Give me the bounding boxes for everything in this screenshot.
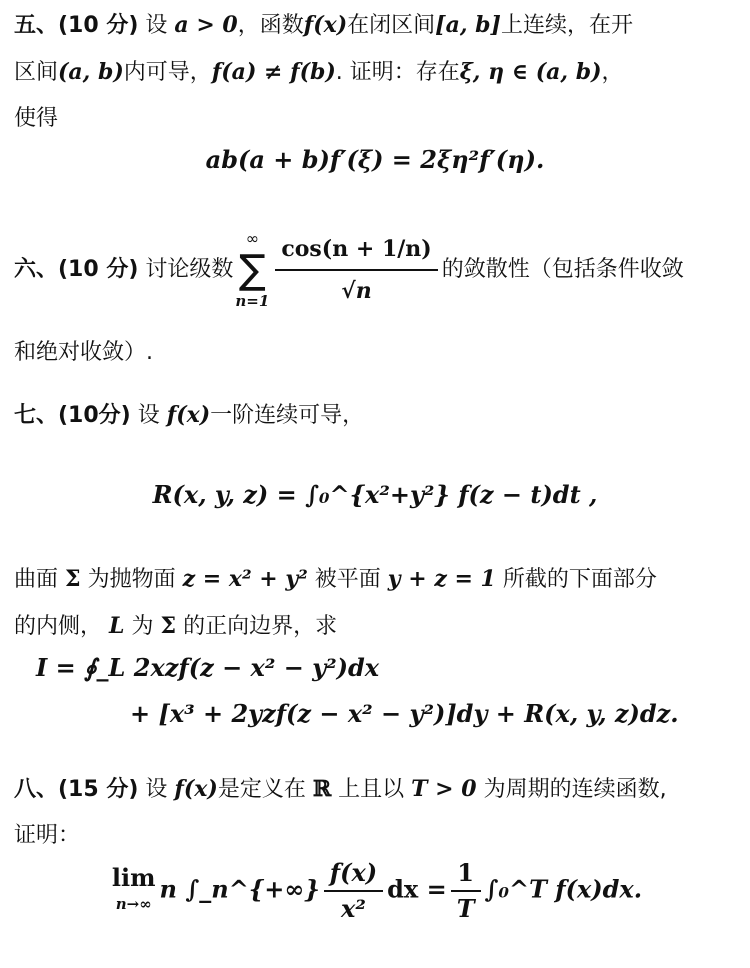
- p5-text: . 证明：存在: [335, 60, 460, 85]
- lim-subscript: n→∞: [115, 895, 152, 913]
- frac-den: x²: [324, 890, 383, 926]
- p7-text: 的正向边界，求: [183, 614, 338, 639]
- p5-text: 区间: [14, 60, 59, 85]
- problem-8-heading: 八、(15 分): [14, 777, 139, 802]
- I-equation-line2: + [x³ + 2yzf(z − x² − y²)]dy + R(x, y, z)dz.: [130, 699, 679, 728]
- problem-5: [14, 2, 740, 142]
- p7-text: 被平面: [314, 567, 381, 592]
- p8-math: ℝ: [312, 776, 332, 802]
- p8-math: f(x): [174, 776, 218, 802]
- p8-text: 为周期的连续函数,: [483, 777, 667, 802]
- p6-text: 的敛散性（包括条件收敛: [441, 257, 684, 282]
- p7-text: 所截的下面部分: [502, 567, 657, 592]
- p5-text: 使得: [14, 106, 59, 131]
- series-numerator: cos(n + 1/n): [281, 236, 432, 262]
- integral-1: n ∫_n^{+∞}: [159, 874, 320, 904]
- p5-text: 上连续，在开: [500, 13, 633, 38]
- p5-text: ，函数: [237, 13, 304, 38]
- p7-text: 曲面: [14, 567, 59, 592]
- frac-num: 1: [457, 858, 474, 887]
- fx-over-x2: [324, 856, 383, 926]
- p8-text: 是定义在: [217, 777, 306, 802]
- problem-6: [14, 210, 740, 330]
- p5-math: f(x): [303, 12, 348, 38]
- problem-7: [14, 392, 740, 439]
- sum-operator: [235, 228, 269, 312]
- problem-7-heading: 七、(10分): [14, 403, 131, 428]
- p7-math: y + z = 1: [387, 566, 496, 592]
- p7-text: 的内侧，: [14, 614, 103, 639]
- p5-text: ，: [601, 60, 624, 85]
- p5-text: 在闭区间: [347, 13, 436, 38]
- p8-text: 设: [145, 777, 168, 802]
- dx-equals: dx =: [387, 874, 447, 904]
- p7-text: 为抛物面: [87, 567, 176, 592]
- series-fraction: [275, 229, 437, 311]
- sum-upper: ∞: [245, 229, 260, 248]
- p7-text: 一阶连续可导，: [210, 403, 365, 428]
- p7-math: f(x): [166, 402, 211, 428]
- p7-math: L: [109, 613, 125, 639]
- p7-text: 为: [131, 614, 154, 639]
- limit-operator: [112, 865, 156, 917]
- p7-math: z = x² + y²: [182, 566, 308, 592]
- frac-den: T: [451, 890, 481, 926]
- p5-text: 设: [145, 13, 168, 38]
- p5-math: a > 0: [174, 12, 238, 38]
- problem-5-heading: 五、(10 分): [14, 13, 139, 38]
- p7-body: [14, 556, 740, 650]
- series-denominator: √n: [275, 269, 437, 311]
- p6-text: 讨论级数: [145, 257, 234, 282]
- sum-lower: n=1: [235, 292, 270, 310]
- p7-math: Σ: [65, 566, 81, 592]
- sigma-symbol: ∑: [238, 247, 266, 293]
- I-equation-line1: I = ∮_L 2xzf(z − x² − y²)dx: [36, 653, 380, 682]
- p5-equation: ab(a + b)f′(ξ) = 2ξη²f′(η).: [205, 145, 545, 174]
- problem-6-heading: 六、(10 分): [14, 257, 139, 282]
- limit-equation: [0, 856, 750, 926]
- p8-math: T > 0: [411, 776, 477, 802]
- p8-text: 证明：: [14, 823, 81, 848]
- p5-math: ξ, η ∈ (a, b): [459, 59, 602, 85]
- integral-2: ∫₀^T f(x)dx.: [484, 874, 643, 904]
- R-equation: R(x, y, z) = ∫₀^{x²+y²} f(z − t)dt ,: [152, 480, 598, 509]
- p8-text: 上且以: [338, 777, 405, 802]
- one-over-T: [451, 856, 481, 926]
- problem-8: [14, 766, 740, 859]
- p6-text: 和绝对收敛）.: [14, 340, 153, 365]
- frac-num: f(x): [329, 858, 378, 887]
- lim-text: lim: [111, 863, 156, 892]
- p5-math: [a, b]: [435, 12, 501, 38]
- p7-text: 设: [137, 403, 160, 428]
- p5-math: (a, b): [58, 59, 124, 85]
- p5-text: 内可导，: [123, 60, 212, 85]
- p7-math: Σ: [160, 613, 177, 639]
- p5-math: f(a) ≠ f(b): [211, 59, 336, 85]
